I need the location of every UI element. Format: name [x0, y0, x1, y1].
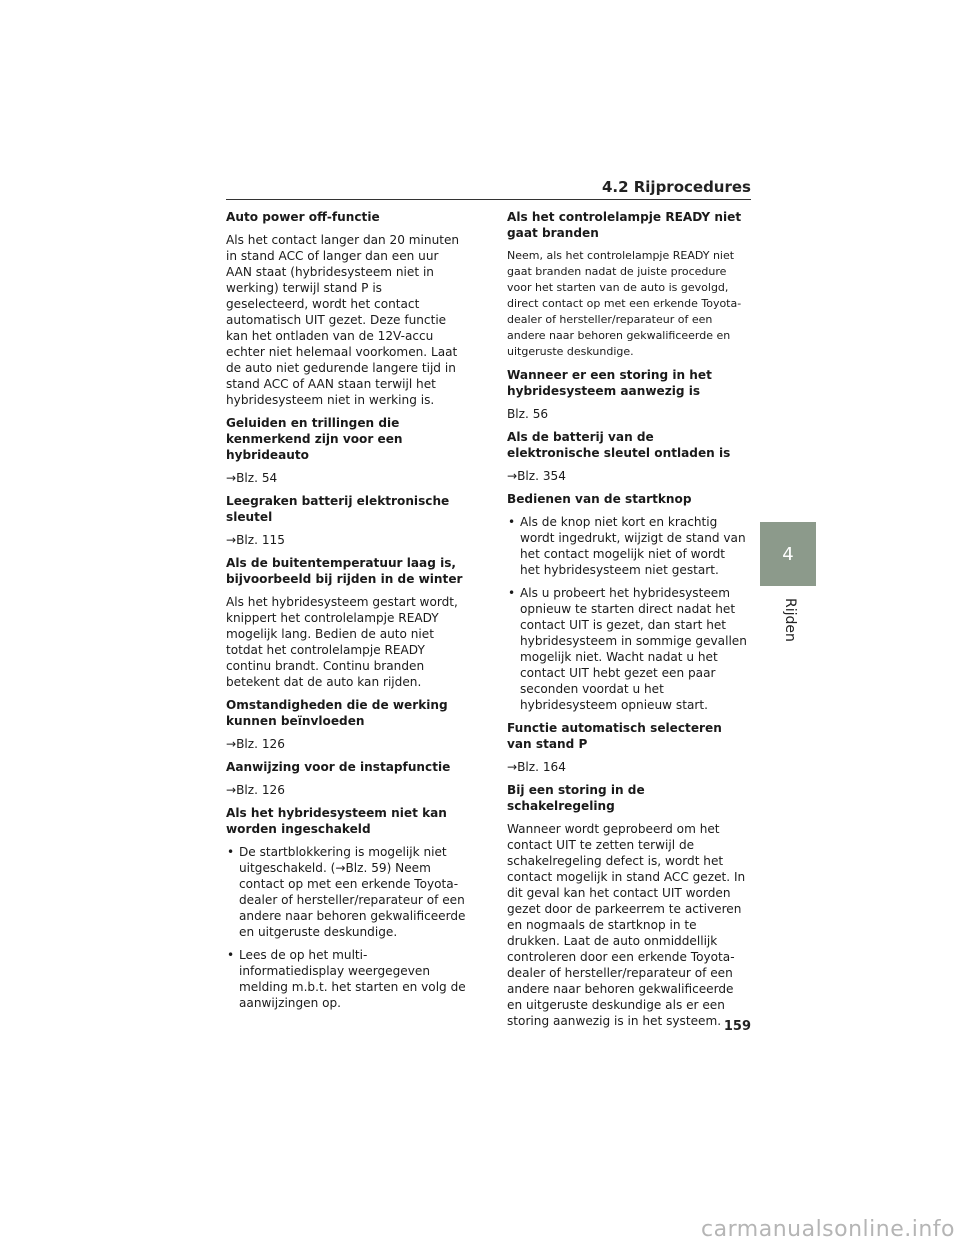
header-rule	[226, 199, 751, 200]
bullet-list-niet-ingeschakeld	[226, 844, 466, 1011]
heading-storing-hybride: Wanneer er een storing in het hybridesysteem aanwezig is	[507, 368, 712, 398]
paragraph-schakelregeling: Wanneer wordt geprobeerd om het contact UIT te zetten terwijl de schakelregeling defect is, wordt het contact mogelijk in stand ACC gezet. In dit geval kan het contact UIT worden gezet door de parkeerrem te activeren en nogmaals de startknop in te drukken. Laat de auto onmiddellijk controleren door een erkende Toyota-dealer of hersteller/reparateur of een andere naar behoren gekwalificeerde en uitgeruste deskundige als er een storing aanwezig is in het systeem.	[507, 822, 746, 1028]
page-ref-instapfunctie[interactable]: →Blz. 126	[226, 783, 285, 797]
watermark: carmanualsonline.info	[701, 1217, 955, 1242]
heading-leegraken: Leegraken batterij elektronische sleutel	[226, 494, 450, 524]
left-column	[226, 209, 466, 1018]
list-item: • Lees de op het multi-informatiedisplay weergegeven melding m.b.t. het starten en volg de aanwijzingen op.	[226, 947, 466, 1011]
page-ref-batterij-ontladen[interactable]: →Blz. 354	[507, 469, 566, 483]
heading-auto-power-off: Auto power off-functie	[226, 210, 380, 224]
bullet-list-startknop	[507, 514, 747, 713]
page-number: 159	[723, 1019, 751, 1034]
paragraph-ready-niet: Neem, als het controlelampje READY niet gaat branden nadat de juiste procedure voor het starten van de auto is gevolgd, direct contact op met een erkende Toyota-dealer of hersteller/reparateur of een andere naar behoren gekwalificeerde en uitgeruste deskundige.	[507, 249, 742, 358]
chapter-tab[interactable]	[760, 522, 816, 586]
heading-batterij-ontladen: Als de batterij van de elektronische sleutel ontladen is	[507, 430, 731, 460]
section-header: 4.2 Rijprocedures	[601, 178, 751, 196]
chapter-label: Rijden	[782, 598, 798, 642]
heading-startknop: Bedienen van de startknop	[507, 492, 692, 506]
heading-instapfunctie: Aanwijzing voor de instapfunctie	[226, 760, 451, 774]
list-item: • Als de knop niet kort en krachtig wordt ingedrukt, wijzigt de stand van het contact mogelijk niet of wordt het hybridesysteem niet gestart.	[507, 514, 747, 578]
page-ref-stand-p[interactable]: →Blz. 164	[507, 760, 566, 774]
heading-omstandigheden: Omstandigheden die de werking kunnen beïnvloeden	[226, 698, 448, 728]
list-item: • Als u probeert het hybridesysteem opnieuw te starten direct nadat het contact UIT is gezet, dan start het hybridesysteem in sommige gevallen mogelijk niet. Wacht nadat u het contact UIT hebt gezet een paar seconden voordat u het hybridesysteem opnieuw start.	[507, 585, 747, 713]
paragraph-buitentemperatuur: Als het hybridesysteem gestart wordt, knippert het controlelampje READY mogelijk lang. Bedien de auto niet totdat het controlelampje READY continu brandt. Continu branden betekent dat de auto kan rijden.	[226, 595, 458, 689]
heading-schakelregeling: Bij een storing in de schakelregeling	[507, 783, 645, 813]
right-column	[507, 209, 747, 1036]
heading-stand-p: Functie automatisch selecteren van stand P	[507, 721, 722, 751]
list-item: • De startblokkering is mogelijk niet uitgeschakeld. (→Blz. 59) Neem contact op met een erkende Toyota-dealer of hersteller/reparateur of een andere naar behoren gekwalificeerde en uitgeruste deskundige.	[226, 844, 466, 940]
page-ref-geluiden[interactable]: →Blz. 54	[226, 471, 278, 485]
heading-niet-ingeschakeld: Als het hybridesysteem niet kan worden ingeschakeld	[226, 806, 447, 836]
paragraph-auto-power-off: Als het contact langer dan 20 minuten in stand ACC of langer dan een uur AAN staat (hybridesysteem niet in werking) terwijl stand P is geselecteerd, wordt het contact automatisch UIT gezet. Deze functie kan het ontladen van de 12V-accu echter niet helemaal voorkomen. Laat de auto niet gedurende langere tijd in stand ACC of AAN staan terwijl het hybridesysteem niet in werking is.	[226, 233, 460, 407]
chapter-number: 4	[782, 543, 794, 565]
page-ref-omstandigheden[interactable]: →Blz. 126	[226, 737, 285, 751]
page-ref-leegraken[interactable]: →Blz. 115	[226, 533, 285, 547]
heading-geluiden: Geluiden en trillingen die kenmerkend zijn voor een hybrideauto	[226, 416, 403, 462]
heading-ready-niet: Als het controlelampje READY niet gaat branden	[507, 210, 742, 240]
page-ref-storing-hybride[interactable]: Blz. 56	[507, 407, 549, 421]
heading-buitentemperatuur: Als de buitentemperatuur laag is, bijvoorbeeld bij rijden in de winter	[226, 556, 463, 586]
